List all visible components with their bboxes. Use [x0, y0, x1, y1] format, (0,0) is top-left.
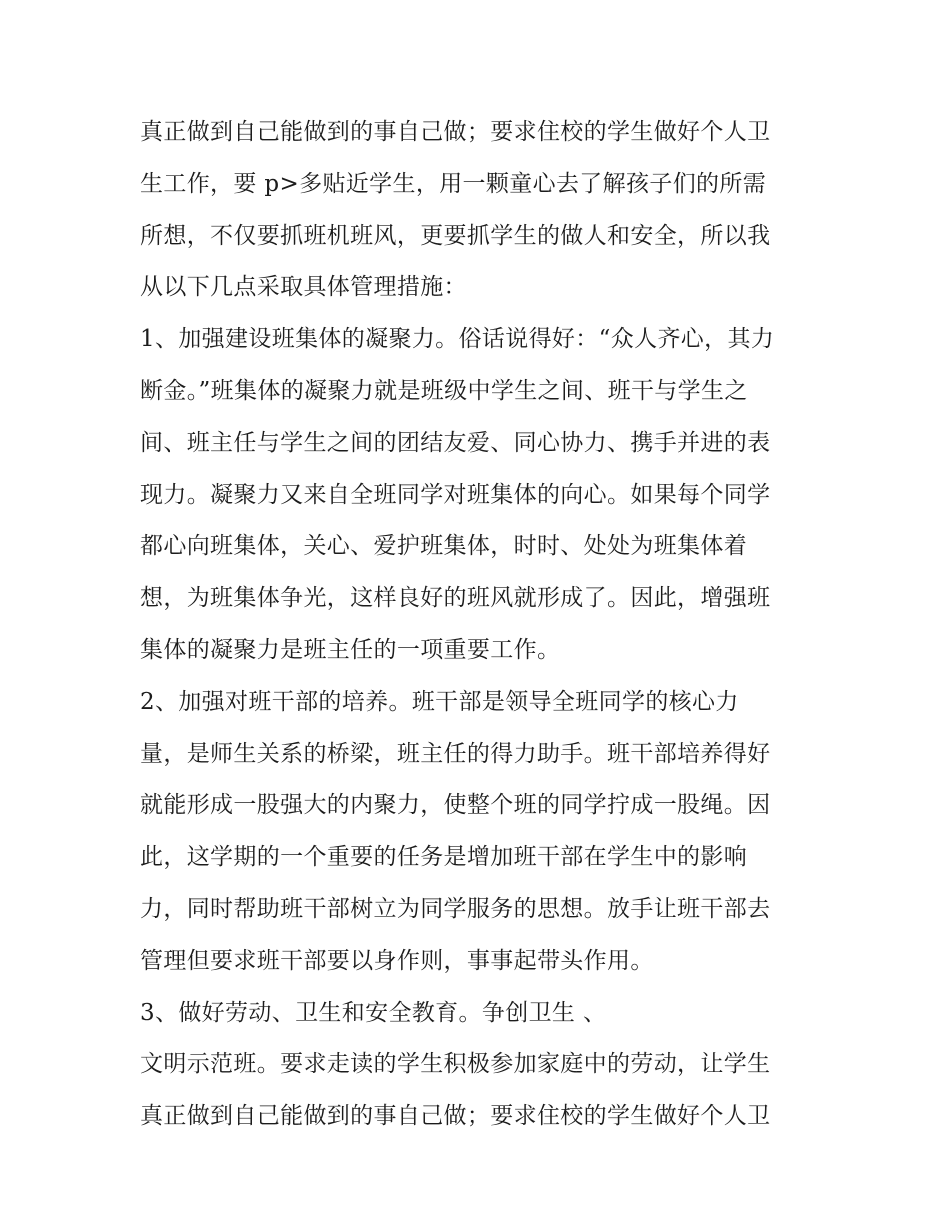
text-line: 生工作，要 p>多贴近学生，用一颗童心去了解孩子们的所需 — [140, 170, 767, 197]
text-line: 从以下几点采取具体管理措施： — [140, 274, 467, 301]
paragraph-2-start: 2、加强对班干部的培养。班干部是领导全班同学的核心力 — [140, 688, 739, 715]
text-line: 就能形成一股强大的内聚力，使整个班的同学拧成一股绳。因 — [140, 792, 771, 819]
text-line: 量，是师生关系的桥梁，班主任的得力助手。班干部培养得好 — [140, 740, 771, 767]
text-line: 间、班主任与学生之间的团结友爱、同心协力、携手并进的表 — [140, 429, 771, 456]
body-text — [140, 107, 820, 1143]
paragraph-1-start: 1、加强建设班集体的凝聚力。俗话说得好：“众人齐心，其力 — [140, 326, 775, 353]
text-line: 管理但要求班干部要以身作则，事事起带头作用。 — [140, 947, 654, 974]
text-line: 断金。”班集体的凝聚力就是班级中学生之间、班干与学生之 — [140, 377, 748, 404]
text-line: 此，这学期的一个重要的任务是增加班干部在学生中的影响 — [140, 844, 748, 871]
text-line: 文明示范班。要求走读的学生积极参加家庭中的劳动，让学生 — [140, 1051, 771, 1078]
text-line: 真正做到自己能做到的事自己做；要求住校的学生做好个人卫 — [140, 1103, 771, 1130]
text-line: 想，为班集体争光，这样良好的班风就形成了。因此，增强班 — [140, 585, 771, 612]
text-line: 真正做到自己能做到的事自己做；要求住校的学生做好个人卫 — [140, 119, 771, 145]
text-line: 都心向班集体，关心、爱护班集体，时时、处处为班集体着 — [140, 533, 748, 560]
text-line: 集体的凝聚力是班主任的一项重要工作。 — [140, 636, 561, 663]
text-line: 所想，不仅要抓班机班风，更要抓学生的做人和安全，所以我 — [140, 222, 771, 249]
paragraph-3-start: 3、做好劳动、卫生和安全教育。争创卫生 、 — [140, 999, 607, 1026]
text-line: 现力。凝聚力又来自全班同学对班集体的向心。如果每个同学 — [140, 481, 771, 508]
text-line: 力，同时帮助班干部树立为同学服务的思想。放手让班干部去 — [140, 895, 771, 922]
